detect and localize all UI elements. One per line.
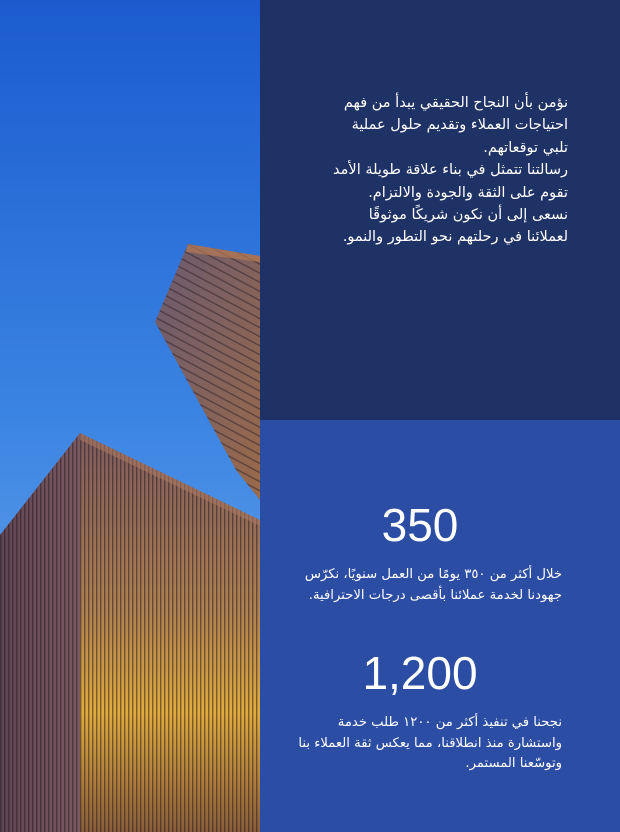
mission-paragraph: نسعى إلى أن نكون شريكًا موثوقًا لعملائنا في رحلتهم نحو التطور والنمو. <box>342 207 568 246</box>
stat-description: نجحنا في تنفيذ أكثر من ١٢٠٠ طلب خدمة واستشارة منذ انطلاقنا، مما يعكس ثقة العملاء بنا وتوسّعنا المستمر. <box>298 715 562 771</box>
mission-paragraph: نؤمن بأن النجاح الحقيقي يبدأ من فهم احتياجات العملاء وتقديم حلول عملية تلبي توقعاتهم. <box>343 95 568 156</box>
stat-description: خلال أكثر من ٣٥٠ يومًا من العمل سنويًا، نكرّس جهودنا لخدمة عملائنا بأقصى درجات الاحترافية. <box>304 567 562 603</box>
stat-number: 350 <box>381 499 459 551</box>
stat-number: 1,200 <box>362 647 478 699</box>
mission-statement <box>328 92 568 249</box>
skyscraper-photo <box>0 0 260 832</box>
skyscraper-illustration <box>0 0 260 832</box>
mission-paragraph: رسالتنا تتمثل في بناء علاقة طويلة الأمد تقوم على الثقة والجودة والالتزام. <box>333 162 568 201</box>
